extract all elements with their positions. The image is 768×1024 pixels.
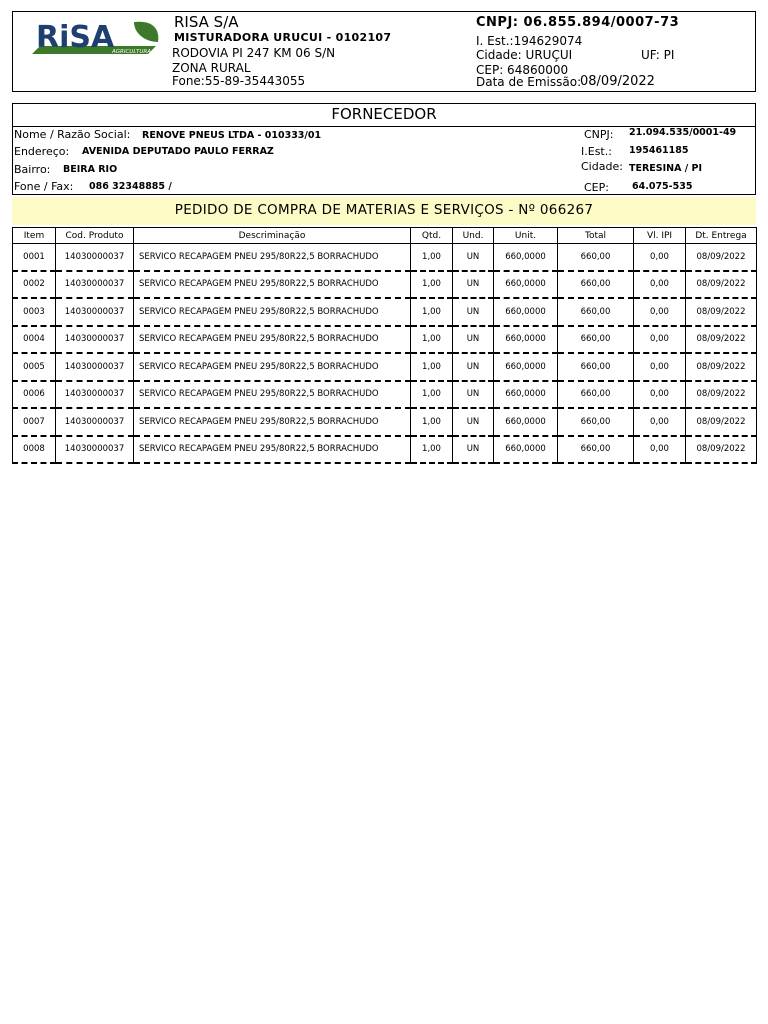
company-unit: MISTURADORA URUCUI - 0102107 [174, 31, 392, 44]
cell-unit-price: 660,0000 [494, 353, 558, 381]
cell-total: 660,00 [558, 408, 634, 436]
cell-total: 660,00 [558, 244, 634, 271]
cell-qty: 1,00 [411, 326, 453, 354]
cell-qty: 1,00 [411, 271, 453, 299]
supplier-address-label: Endereço: [14, 145, 70, 158]
col-header-unit-price: Unit. [494, 228, 558, 244]
cell-unit-measure: UN [453, 353, 494, 381]
supplier-address: AVENIDA DEPUTADO PAULO FERRAZ [82, 146, 274, 157]
cell-qty: 1,00 [411, 381, 453, 409]
company-city: Cidade: URUÇUI [476, 48, 573, 62]
cell-product-code: 14030000037 [56, 353, 134, 381]
cell-qty: 1,00 [411, 298, 453, 326]
logo-text: RiSA [36, 20, 115, 55]
cell-total: 660,00 [558, 353, 634, 381]
cell-unit-measure: UN [453, 408, 494, 436]
cell-ipi: 0,00 [634, 244, 686, 271]
cell-delivery-date: 08/09/2022 [686, 436, 757, 464]
cell-qty: 1,00 [411, 244, 453, 271]
cell-unit-measure: UN [453, 326, 494, 354]
cell-description: SERVICO RECAPAGEM PNEU 295/80R22,5 BORRACHUDO [134, 408, 411, 436]
supplier-district: BEIRA RIO [63, 164, 118, 175]
cell-ipi: 0,00 [634, 326, 686, 354]
company-state-registration: I. Est.:194629074 [476, 34, 583, 48]
supplier-district-label: Bairro: [14, 163, 51, 176]
col-header-item: Item [13, 228, 56, 244]
items-body [13, 244, 757, 464]
cell-qty: 1,00 [411, 436, 453, 464]
company-address: RODOVIA PI 247 KM 06 S/N [172, 46, 336, 60]
company-name: RISA S/A [174, 13, 239, 31]
cell-unit-price: 660,0000 [494, 298, 558, 326]
cell-product-code: 14030000037 [56, 436, 134, 464]
cell-unit-measure: UN [453, 381, 494, 409]
supplier-city: TERESINA / PI [629, 163, 703, 174]
cell-product-code: 14030000037 [56, 298, 134, 326]
cell-description: SERVICO RECAPAGEM PNEU 295/80R22,5 BORRACHUDO [134, 244, 411, 271]
cell-delivery-date: 08/09/2022 [686, 381, 757, 409]
supplier-ie: 195461185 [629, 145, 689, 156]
cell-delivery-date: 08/09/2022 [686, 353, 757, 381]
table-row [13, 408, 757, 436]
col-header-description: Descriminação [134, 228, 411, 244]
cell-ipi: 0,00 [634, 298, 686, 326]
cell-ipi: 0,00 [634, 436, 686, 464]
cell-delivery-date: 08/09/2022 [686, 244, 757, 271]
cell-product-code: 14030000037 [56, 381, 134, 409]
supplier-phone-label: Fone / Fax: [14, 180, 74, 193]
order-title: PEDIDO DE COMPRA DE MATERIAS E SERVIÇOS - Nº 066267 [174, 202, 594, 218]
company-cep: CEP: 64860000 [476, 63, 569, 77]
cell-item: 0003 [13, 298, 56, 326]
supplier-name: RENOVE PNEUS LTDA - 010333/01 [142, 130, 322, 141]
cell-total: 660,00 [558, 436, 634, 464]
col-header-qty: Qtd. [411, 228, 453, 244]
company-uf: UF: PI [641, 48, 675, 62]
cell-total: 660,00 [558, 326, 634, 354]
cell-product-code: 14030000037 [56, 326, 134, 354]
cell-description: SERVICO RECAPAGEM PNEU 295/80R22,5 BORRACHUDO [134, 271, 411, 299]
table-row [13, 298, 757, 326]
cell-unit-measure: UN [453, 436, 494, 464]
cell-unit-price: 660,0000 [494, 326, 558, 354]
cell-unit-price: 660,0000 [494, 408, 558, 436]
cell-delivery-date: 08/09/2022 [686, 271, 757, 299]
company-logo [30, 18, 162, 60]
table-row [13, 244, 757, 271]
col-header-ipi: Vl. IPI [634, 228, 686, 244]
cell-ipi: 0,00 [634, 353, 686, 381]
cell-description: SERVICO RECAPAGEM PNEU 295/80R22,5 BORRACHUDO [134, 436, 411, 464]
table-row [13, 436, 757, 464]
cell-unit-price: 660,0000 [494, 381, 558, 409]
supplier-cnpj-label: CNPJ: [584, 128, 614, 141]
cell-delivery-date: 08/09/2022 [686, 298, 757, 326]
cell-total: 660,00 [558, 381, 634, 409]
cell-ipi: 0,00 [634, 381, 686, 409]
items-table [12, 227, 757, 464]
leaf-icon [134, 22, 158, 42]
col-header-delivery-date: Dt. Entrega [686, 228, 757, 244]
supplier-title: FORNECEDOR [331, 105, 437, 123]
supplier-ie-label: I.Est.: [581, 145, 612, 158]
company-phone: Fone:55-89-35443055 [172, 74, 306, 88]
logo-subtext: AGRICULTURA [112, 49, 151, 55]
cell-total: 660,00 [558, 271, 634, 299]
supplier-cep: 64.075-535 [632, 181, 693, 192]
supplier-city-label: Cidade: [581, 160, 623, 173]
table-row [13, 271, 757, 299]
cell-unit-measure: UN [453, 244, 494, 271]
cell-product-code: 14030000037 [56, 244, 134, 271]
cell-delivery-date: 08/09/2022 [686, 326, 757, 354]
company-zone: ZONA RURAL [172, 61, 251, 75]
supplier-name-label: Nome / Razão Social: [14, 128, 131, 141]
cell-product-code: 14030000037 [56, 271, 134, 299]
col-header-unit-measure: Und. [453, 228, 494, 244]
cell-item: 0002 [13, 271, 56, 299]
cell-qty: 1,00 [411, 353, 453, 381]
cell-description: SERVICO RECAPAGEM PNEU 295/80R22,5 BORRACHUDO [134, 298, 411, 326]
cell-description: SERVICO RECAPAGEM PNEU 295/80R22,5 BORRACHUDO [134, 326, 411, 354]
cell-unit-measure: UN [453, 271, 494, 299]
cell-unit-price: 660,0000 [494, 244, 558, 271]
cell-description: SERVICO RECAPAGEM PNEU 295/80R22,5 BORRACHUDO [134, 353, 411, 381]
cell-item: 0008 [13, 436, 56, 464]
table-row [13, 381, 757, 409]
cell-unit-measure: UN [453, 298, 494, 326]
issue-date: 08/09/2022 [580, 74, 655, 89]
cell-delivery-date: 08/09/2022 [686, 408, 757, 436]
cell-item: 0005 [13, 353, 56, 381]
cell-total: 660,00 [558, 298, 634, 326]
cell-item: 0006 [13, 381, 56, 409]
company-cnpj: CNPJ: 06.855.894/0007-73 [476, 15, 680, 30]
items-header-row [13, 228, 757, 244]
table-row [13, 326, 757, 354]
cell-description: SERVICO RECAPAGEM PNEU 295/80R22,5 BORRACHUDO [134, 381, 411, 409]
cell-ipi: 0,00 [634, 271, 686, 299]
cell-unit-price: 660,0000 [494, 436, 558, 464]
table-row [13, 353, 757, 381]
cell-item: 0001 [13, 244, 56, 271]
col-header-product-code: Cod. Produto [56, 228, 134, 244]
supplier-phone: 086 32348885 / [89, 181, 172, 192]
issue-date-label: Data de Emissão: [476, 75, 582, 89]
supplier-cnpj: 21.094.535/0001-49 [629, 127, 737, 138]
cell-qty: 1,00 [411, 408, 453, 436]
cell-unit-price: 660,0000 [494, 271, 558, 299]
cell-item: 0004 [13, 326, 56, 354]
cell-product-code: 14030000037 [56, 408, 134, 436]
cell-item: 0007 [13, 408, 56, 436]
col-header-total: Total [558, 228, 634, 244]
cell-ipi: 0,00 [634, 408, 686, 436]
supplier-cep-label: CEP: [584, 181, 609, 194]
